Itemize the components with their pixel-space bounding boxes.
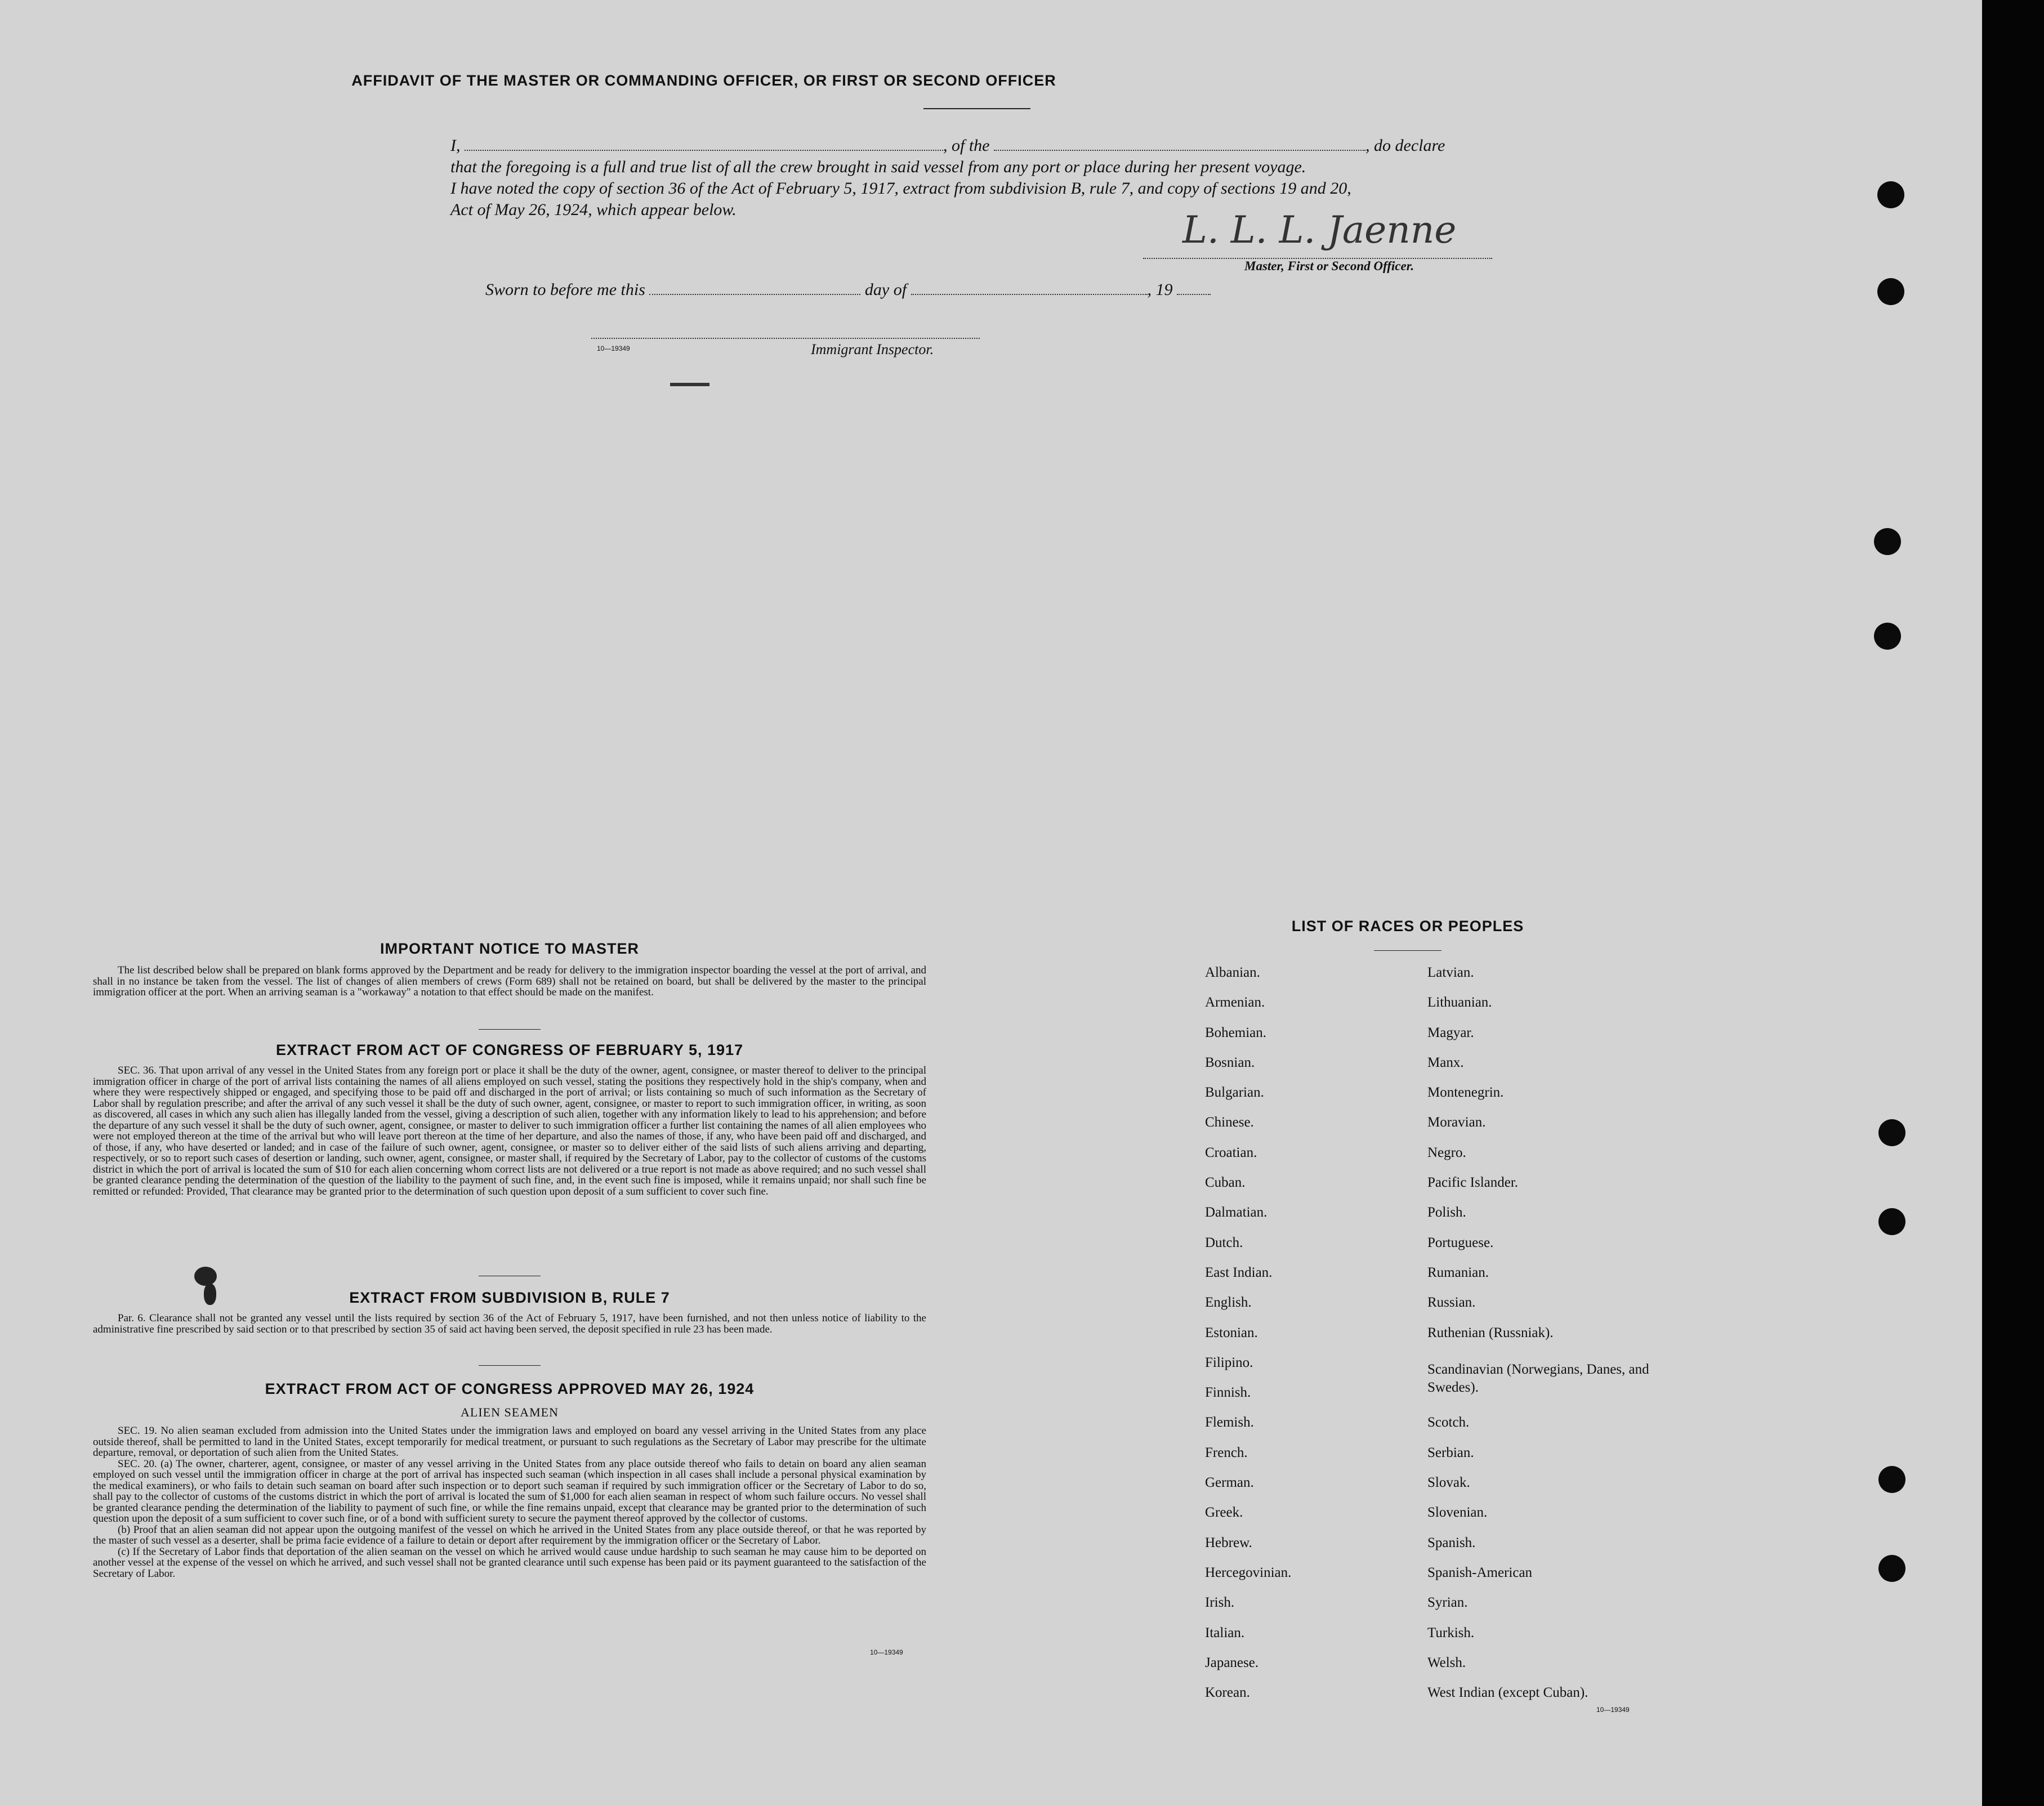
- sworn-year-blank[interactable]: [1177, 281, 1211, 295]
- race-item: German.: [1205, 1475, 1254, 1491]
- race-item: Polish.: [1427, 1205, 1466, 1221]
- section-19-paragraph: SEC. 19. No alien seaman excluded from admission into the United States under the immigration laws and employed on board any vessel arriving in the United States from any place outside thereof, shall be permitted to land in the United States, except temporarily for medical treatment, or pursuant to such regulations as the Secretary of Labor may prescribe for the ultimate departure, removal, or deportation of such alien from the United States.: [93, 1425, 926, 1459]
- race-item: Bosnian.: [1205, 1054, 1255, 1070]
- section-divider: [479, 1029, 541, 1030]
- sworn-text: Sworn to before me this: [485, 280, 645, 299]
- notice-paragraph: The list described below shall be prepared on blank forms approved by the Department and be ready for delivery to the immigration inspector boarding the vessel at the port of arrival, and shall in no instance be taken from the vessel. The list of changes of alien members of crews (Form 689) shall not be retained on board, but shall be delivered by the master to the principal immigration officer at the port. When an arriving seaman is a "workaway" a notation to that effect should be made on the manifest.: [93, 964, 926, 998]
- rule-7-paragraph: Par. 6. Clearance shall not be granted any vessel until the lists required by section 36 of the Act of February 5, 1917, have been furnished, and not then unless notice of liability to the administrative fine prescribed by said section or to that prescribed by section 35 of said act having been served, the deposit specified in rule 23 has been made.: [93, 1312, 926, 1335]
- race-item: Spanish-American: [1427, 1564, 1533, 1580]
- affidavit-do-declare: , do declare: [1365, 136, 1445, 155]
- race-item: Greek.: [1205, 1505, 1243, 1521]
- race-item: Portuguese.: [1427, 1235, 1494, 1250]
- notice-body: [93, 965, 926, 998]
- race-item-scandinavian: Scandinavian (Norwegians, Danes, and Swedes).: [1427, 1361, 1649, 1395]
- race-item: Slovenian.: [1427, 1505, 1488, 1521]
- race-item: East Indian.: [1205, 1264, 1273, 1280]
- race-item: Chinese.: [1205, 1115, 1254, 1130]
- punch-hole: [1878, 1466, 1905, 1493]
- races-divider: [1374, 950, 1441, 951]
- race-item: Cuban.: [1205, 1175, 1246, 1191]
- sworn-line: [485, 280, 1211, 299]
- notice-title: IMPORTANT NOTICE TO MASTER: [380, 940, 639, 957]
- race-item: Lithuanian.: [1427, 995, 1492, 1011]
- punch-hole: [1877, 278, 1904, 305]
- scan-edge: [1982, 0, 2044, 1806]
- punch-hole: [1874, 623, 1901, 650]
- name-blank[interactable]: [465, 137, 943, 151]
- race-item: Rumanian.: [1427, 1264, 1489, 1280]
- race-item: Armenian.: [1205, 995, 1265, 1011]
- affidavit-line-2: that the foregoing is a full and true list of all the crew brought in said vessel from any port or place during her present voyage.: [450, 158, 1306, 176]
- race-item: Ruthenian (Russniak).: [1427, 1325, 1554, 1340]
- ink-blot: [194, 1267, 217, 1286]
- sworn-year: , 19: [1147, 280, 1173, 299]
- race-item: Syrian.: [1427, 1595, 1468, 1611]
- form-number: 10—19349: [870, 1648, 903, 1656]
- signature-label: Master, First or Second Officer.: [1244, 259, 1414, 273]
- extract-1924-title: EXTRACT FROM ACT OF CONGRESS APPROVED MAY 26, 1924: [265, 1380, 755, 1397]
- race-item: Bohemian.: [1205, 1025, 1267, 1040]
- form-number: 10—19349: [1596, 1706, 1630, 1714]
- race-item: Bulgarian.: [1205, 1085, 1264, 1101]
- race-item: Filipino.: [1205, 1354, 1253, 1370]
- race-item: Moravian.: [1427, 1115, 1486, 1130]
- race-item: Pacific Islander.: [1427, 1175, 1519, 1191]
- race-item: Estonian.: [1205, 1325, 1258, 1340]
- race-item: Hebrew.: [1205, 1535, 1252, 1550]
- race-item: Korean.: [1205, 1685, 1250, 1701]
- race-item: Albanian.: [1205, 965, 1260, 980]
- sworn-month-blank[interactable]: [911, 281, 1148, 295]
- master-signature: L. L. L. Jaenne: [1182, 208, 1457, 252]
- race-item: Serbian.: [1427, 1445, 1474, 1460]
- punch-hole: [1878, 1208, 1905, 1235]
- race-item: Russian.: [1427, 1295, 1476, 1311]
- title-divider: [923, 108, 1030, 109]
- race-item: Turkish.: [1427, 1625, 1475, 1640]
- extract-1917-title: EXTRACT FROM ACT OF CONGRESS OF FEBRUARY 5, 1917: [275, 1041, 744, 1058]
- ink-blot: [204, 1284, 216, 1305]
- section-20b-paragraph: (b) Proof that an alien seaman did not appear upon the outgoing manifest of the vessel on which he arrived in the United States from any place outside thereof, or that he was reported by the master of such vessel as a deserter, shall be prima facie evidence of a failure to detain or deport after requirement by the immigration officer or the Secretary of Labor.: [93, 1523, 926, 1546]
- race-item: Magyar.: [1427, 1025, 1474, 1040]
- section-divider: [479, 1365, 541, 1366]
- affidavit-title: AFFIDAVIT OF THE MASTER OR COMMANDING OFFICER, OR FIRST OR SECOND OFFICER: [351, 72, 1056, 89]
- punch-hole: [1878, 1119, 1905, 1146]
- affidavit-line-4: Act of May 26, 1924, which appear below.: [450, 200, 737, 219]
- sworn-day-of: day of: [864, 280, 907, 299]
- race-item: Japanese.: [1205, 1655, 1259, 1670]
- race-item: Dalmatian.: [1205, 1205, 1268, 1221]
- rule-7-body: [93, 1313, 926, 1335]
- race-item: Slovak.: [1427, 1475, 1470, 1491]
- race-item: Manx.: [1427, 1054, 1464, 1070]
- extract-1924-body: [93, 1425, 926, 1579]
- inspector-label: Immigrant Inspector.: [811, 341, 934, 357]
- races-right-column: [1427, 965, 1664, 1715]
- punch-hole: [1877, 181, 1904, 208]
- race-item: Flemish.: [1205, 1415, 1254, 1431]
- race-item: Italian.: [1205, 1625, 1245, 1640]
- ink-mark: [670, 383, 709, 386]
- vessel-blank[interactable]: [994, 137, 1365, 151]
- punch-hole: [1878, 1555, 1905, 1582]
- race-item: English.: [1205, 1295, 1252, 1311]
- section-36-paragraph: SEC. 36. That upon arrival of any vessel in the United States from any foreign port or place it shall be the duty of the owner, agent, consignee, or master thereof to deliver to the principal immigration officer in charge of the port of arrival lists containing the names of all aliens employed on such vessel, stating the positions they respectively hold in the ship's company, when and where they were respectively shipped or engaged, and specifying those to be paid off and discharged in the port of arrival; or lists containing so much of such information as the Secretary of Labor shall by regulation prescribe; and after the arrival of any such vessel it shall be the duty of such owner, agent, consignee, or master to report to such immigration officer, in writing, as soon as discovered, all cases in which any such alien has illegally landed from the vessel, giving a description of such alien, together with any information likely to lead to his apprehension; and before the departure of any such vessel it shall be the duty of such owner, agent, consignee, or master to deliver to such immigration officer a further list containing the names of all alien employees who were not employed thereon at the time of the arrival but who will leave port thereon at the time of her departure, and also the names of those, if any, who have been paid off and discharged, and of those, if any, who have deserted or landed; and in case of the failure of such owner, agent, consignee, or master so to deliver either of the said lists of such aliens arriving and departing, respectively, or so to report such cases of desertion or landing, such owner, agent, consignee, or master shall, if required by the Secretary of Labor, pay to the collector of customs of the customs district in which the port of arrival is located the sum of $10 for each alien concerning whom correct lists are not delivered or a true report is not made as above required; and no such vessel shall be granted clearance pending the determination of the question of the liability to the payment of such fine, and, in the event such fine is imposed, while it remains unpaid; nor shall such fine be remitted or refunded: Provided, That clearance may be granted prior to the determination of such question upon deposit of a sum sufficient to cover such fine.: [93, 1065, 926, 1197]
- extract-1917-body: [93, 1065, 926, 1197]
- affidavit-of-the: , of the: [943, 136, 990, 155]
- form-number: 10—19349: [597, 345, 630, 352]
- race-item: Negro.: [1427, 1145, 1466, 1160]
- race-item: West Indian (except Cuban).: [1427, 1685, 1588, 1701]
- inspector-line: [591, 338, 980, 339]
- sworn-day-blank[interactable]: [649, 281, 860, 295]
- race-item: Dutch.: [1205, 1235, 1243, 1250]
- alien-seamen-subtitle: ALIEN SEAMEN: [461, 1405, 559, 1419]
- rule-7-title: EXTRACT FROM SUBDIVISION B, RULE 7: [349, 1289, 670, 1306]
- races-left-column: [1205, 965, 1291, 1715]
- affidavit-i: I,: [450, 136, 461, 155]
- race-item: Hercegovinian.: [1205, 1564, 1292, 1580]
- race-item: French.: [1205, 1445, 1248, 1460]
- race-item: Croatian.: [1205, 1145, 1257, 1160]
- punch-hole: [1874, 528, 1901, 555]
- affidavit-line-3: I have noted the copy of section 36 of the Act of February 5, 1917, extract from subdivision B, rule 7, and copy of sections 19 and 20,: [450, 179, 1351, 198]
- race-item: Welsh.: [1427, 1655, 1466, 1670]
- section-20a-paragraph: SEC. 20. (a) The owner, charterer, agent, consignee, or master of any vessel arriving in the United States from any place outside thereof who fails to detain on board any alien seaman employed on such vessel until the immigration officer in charge at the port of arrival has inspected such seaman (which inspection in all cases shall include a personal physical examination by the medical examiners), or who fails to detain such seaman on board after such inspection or to deport such seaman if required by such immigration officer or the Secretary of Labor to do so, shall pay to the collector of customs of the customs district in which the port of arrival is located the sum of $1,000 for each alien seaman in respect of whom such failure occurs. No vessel shall be granted clearance pending the determination of the liability to payment of such fine, or while the fine remains unpaid, except that clearance may be granted prior to the determination of such question upon the deposit of a sum sufficient to cover such fine, or of a bond with sufficient surety to secure the payment thereof approved by the collector of customs.: [93, 1458, 926, 1525]
- race-item: Latvian.: [1427, 965, 1474, 980]
- section-20c-paragraph: (c) If the Secretary of Labor finds that deportation of the alien seaman on the vessel on which he arrived would cause undue hardship to such seaman he may cause him to be deported on another vessel at the expense of the vessel on which he arrived, and such vessel shall not be granted clearance until such expense has been paid or its payment guaranteed to the satisfaction of the Secretary of Labor.: [93, 1545, 926, 1580]
- race-item: Scotch.: [1427, 1415, 1470, 1431]
- race-item: Finnish.: [1205, 1385, 1251, 1401]
- races-title: LIST OF RACES OR PEOPLES: [1291, 918, 1524, 935]
- race-item: Spanish.: [1427, 1535, 1476, 1550]
- race-item: Irish.: [1205, 1595, 1235, 1611]
- race-item: Montenegrin.: [1427, 1085, 1504, 1101]
